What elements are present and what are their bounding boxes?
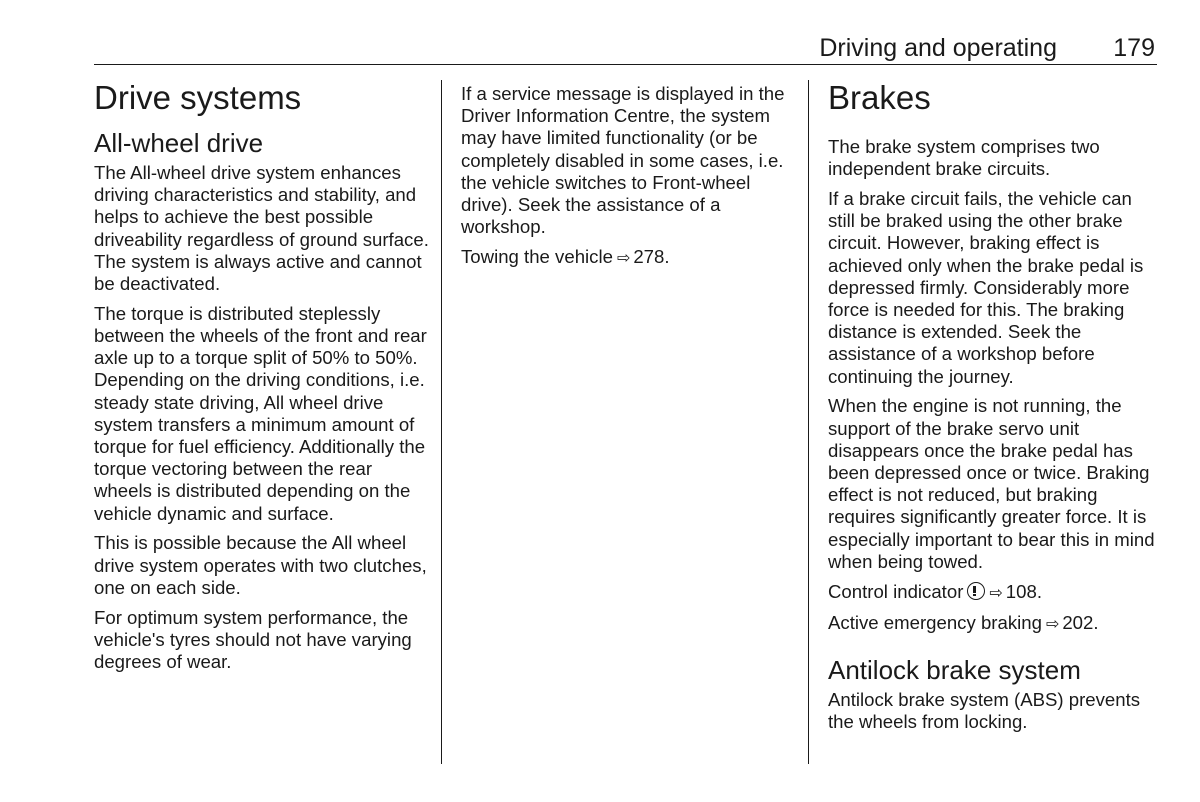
- section-heading-brakes: Brakes: [828, 79, 931, 116]
- paragraph: If a service message is displayed in the Driver Information Centre, the system may have limited functionality (or be completely disabled in some cases, i.e. the vehicle switches to Front-wheel drive). Seek the assistance of a workshop.: [461, 83, 785, 238]
- brake-warning-icon: [967, 582, 985, 600]
- xref-label: Control indicator: [828, 580, 964, 602]
- xref-label: Active emergency braking: [828, 612, 1042, 634]
- paragraph: The brake system comprises two independent brake circuits.: [828, 136, 1100, 180]
- subheading-all-wheel-drive: All-wheel drive: [94, 128, 264, 158]
- page-reference-arrow-icon: ⇨: [989, 584, 1003, 602]
- cross-reference-emergency-braking[interactable]: [828, 612, 1163, 636]
- xref-label: Towing the vehicle: [461, 246, 613, 268]
- page-reference-arrow-icon: ⇨: [1045, 616, 1060, 634]
- paragraph: For optimum system performance, the vehicle's tyres should not have varying degrees of wear.: [94, 606, 412, 673]
- page-header: [94, 30, 1157, 65]
- section-heading-drive-systems: Drive systems: [94, 79, 302, 116]
- column-middle: [461, 80, 796, 278]
- section-title: Driving and operating: [819, 34, 1057, 62]
- cross-reference-control-indicator[interactable]: [828, 581, 1163, 605]
- paragraph: The torque is distributed steplessly between the wheels of the front and rear axle up to a torque split of 50% to 50%. Depending on the driving conditions, i.e. steady state driving, All wheel drive system transfers a minimum amount of torque for fuel efficiency. Additionally the torque vectoring between the rear wheels is distributed depending on the vehicle dynamic and surface.: [94, 302, 427, 524]
- column-left: [94, 80, 429, 681]
- paragraph: When the engine is not running, the support of the brake servo unit disappears once the brake pedal has been depressed once or twice. Braking effect is not reduced, but braking requires significantly greater force. It is especially important to bear this in mind when being towed.: [828, 395, 1155, 572]
- xref-page[interactable]: 278.: [633, 246, 670, 268]
- xref-page[interactable]: 108.: [1005, 580, 1042, 602]
- paragraph: The All-wheel drive system enhances driving characteristics and stability, and helps to achieve the best possible driveability regardless of ground surface. The system is always active and cannot be deactivated.: [94, 162, 429, 295]
- subheading-antilock-brake-system: Antilock brake system: [828, 654, 1081, 685]
- xref-page[interactable]: 202.: [1062, 612, 1099, 634]
- page-number: 179: [1113, 34, 1155, 62]
- cross-reference-towing[interactable]: [461, 246, 796, 270]
- paragraph: If a brake circuit fails, the vehicle can still be braked using the other brake circuit. However, braking effect is achieved only when the brake pedal is depressed firmly. Considerably more force is needed for this. The braking distance is extended. Seek the assistance of a workshop before continuing the journey.: [828, 188, 1144, 387]
- column-right: [828, 80, 1163, 741]
- paragraph: This is possible because the All wheel drive system operates with two clutches, one on each side.: [94, 532, 427, 598]
- column-divider: [808, 80, 809, 764]
- column-divider: [441, 80, 442, 764]
- page-reference-arrow-icon: ⇨: [616, 250, 631, 268]
- paragraph: Antilock brake system (ABS) prevents the wheels from locking.: [828, 688, 1141, 732]
